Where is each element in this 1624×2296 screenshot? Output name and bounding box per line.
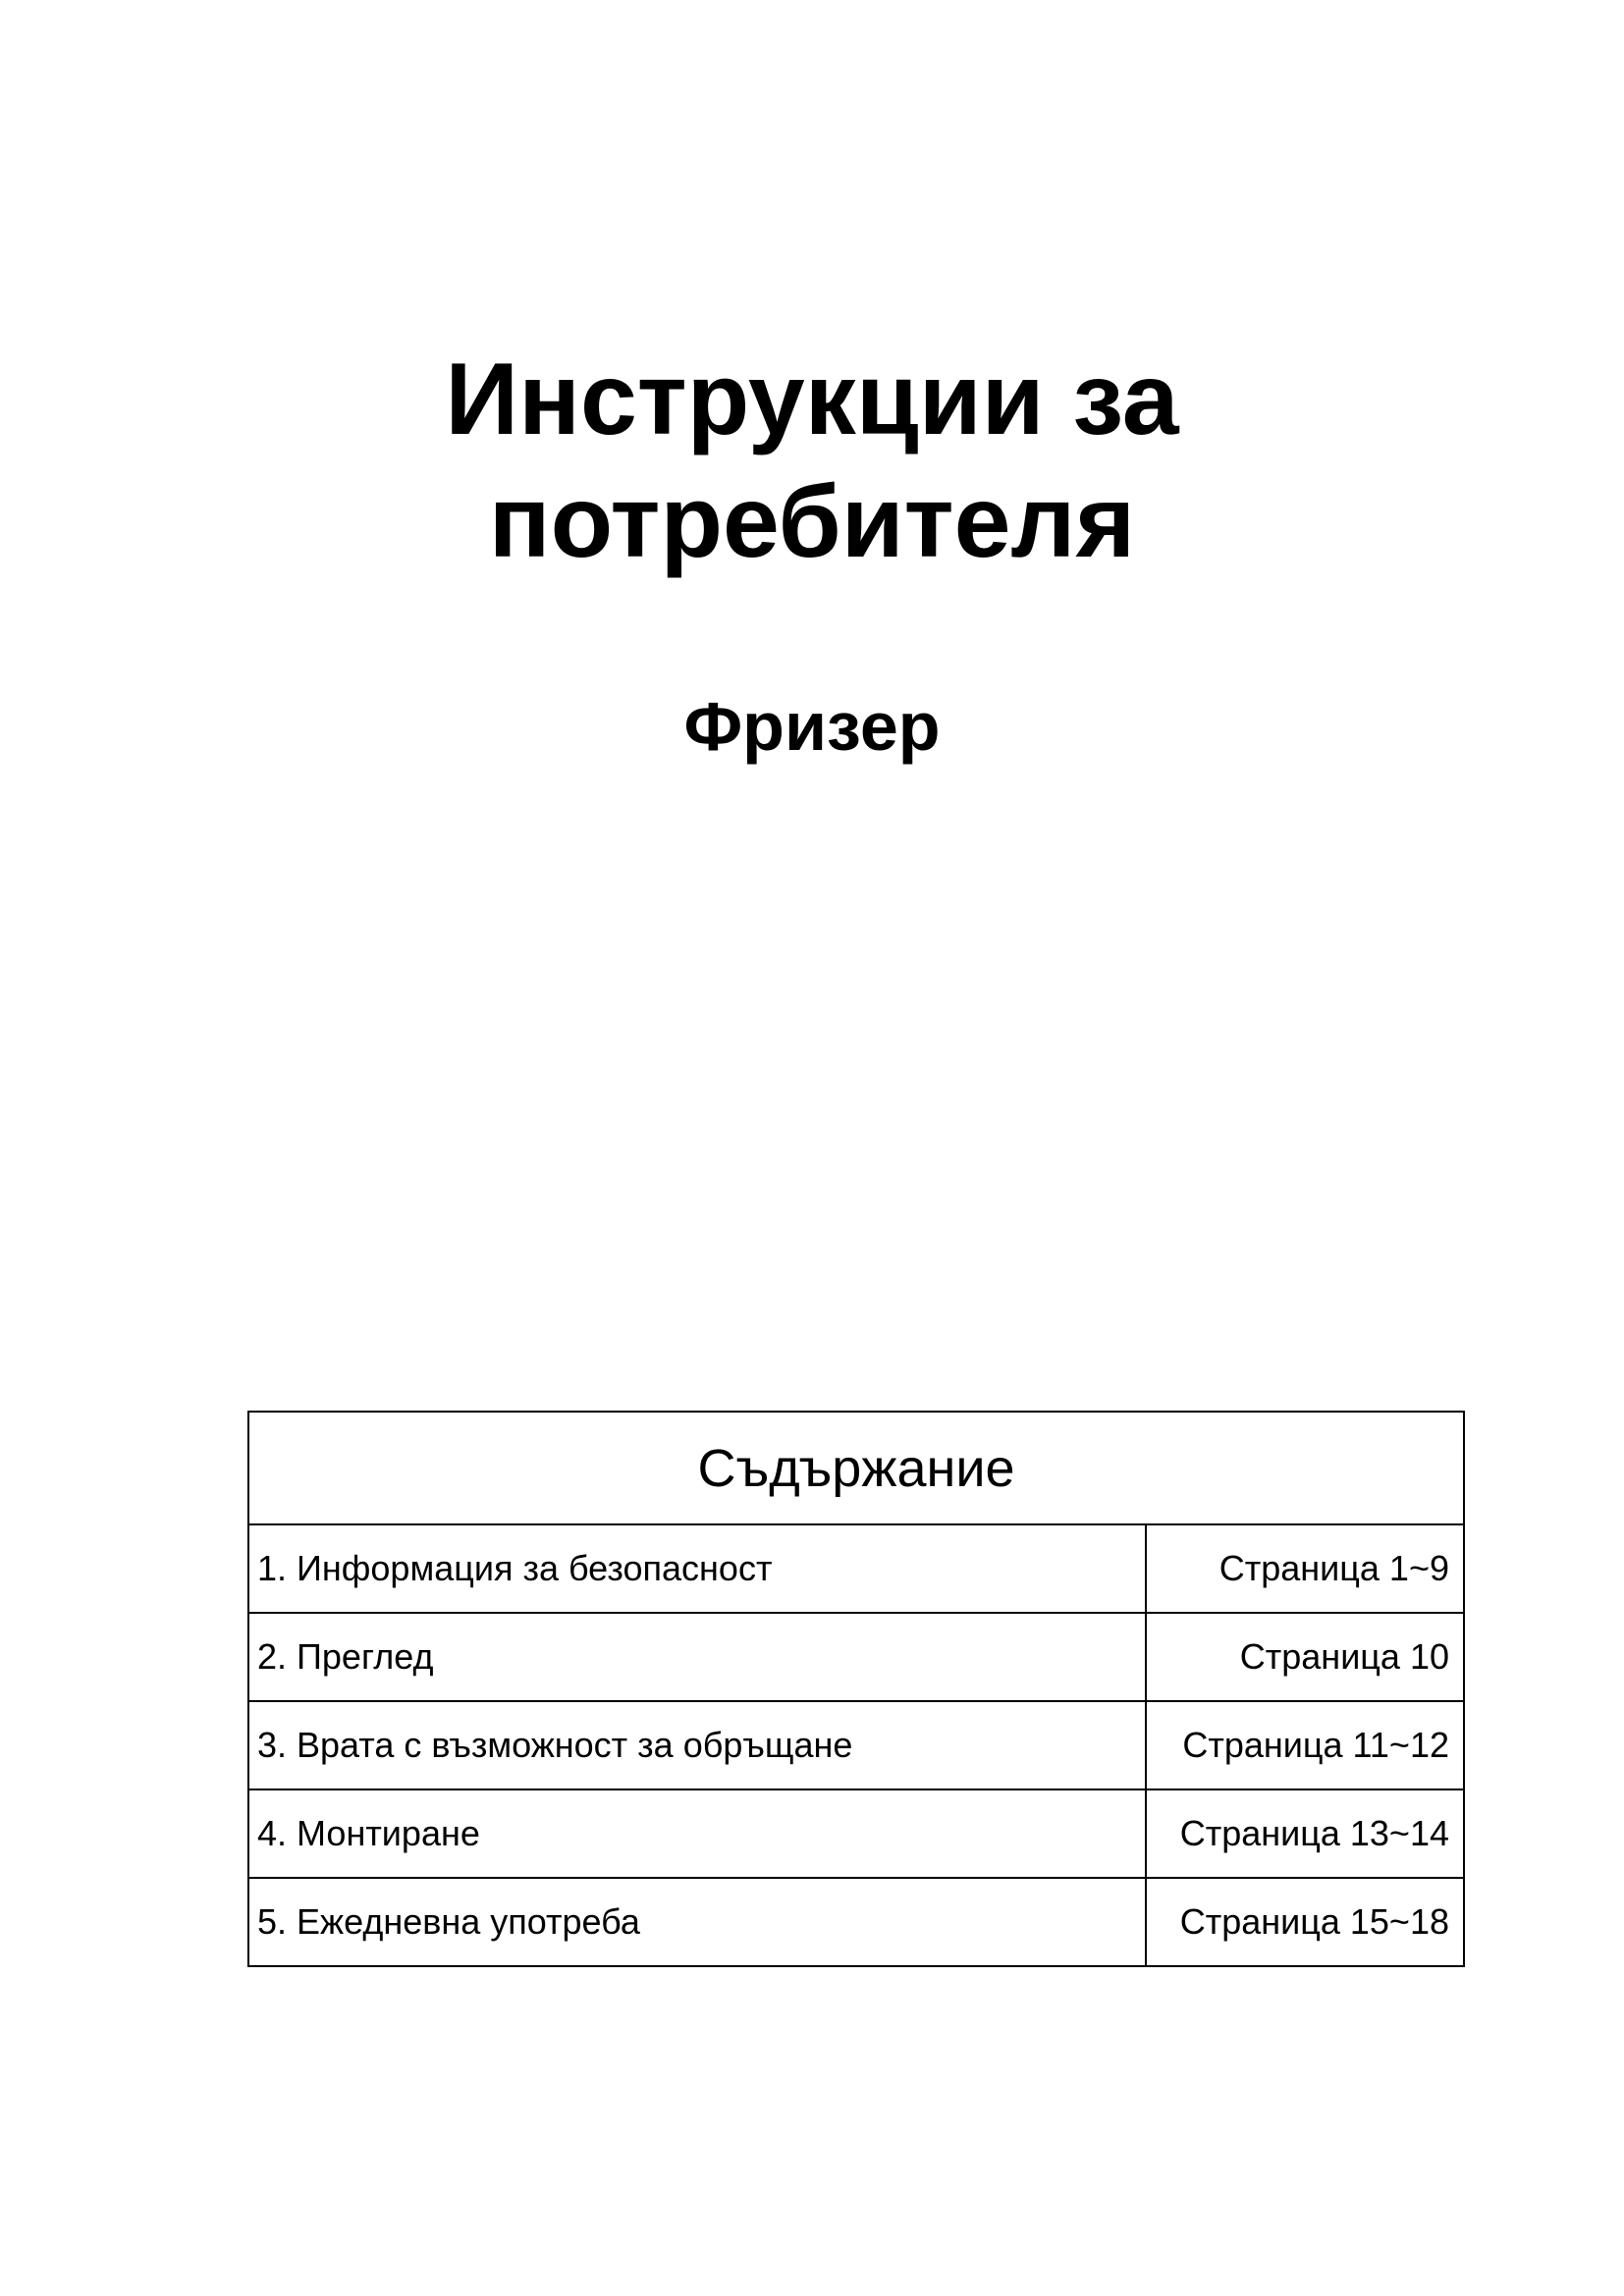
toc-row-label: 1. Информация за безопасност [248, 1524, 1146, 1613]
toc-row-label: 2. Преглед [248, 1613, 1146, 1701]
toc-row-label: 3. Врата с възможност за обръщане [248, 1701, 1146, 1789]
toc-heading: Съдържание [248, 1412, 1464, 1524]
toc-row-page: Страница 15~18 [1146, 1878, 1464, 1966]
toc-row-page: Страница 1~9 [1146, 1524, 1464, 1613]
toc-header-row [248, 1412, 1464, 1524]
document-subtitle: Фризер [683, 688, 941, 765]
toc-row-page: Страница 11~12 [1146, 1701, 1464, 1789]
table-of-contents [247, 1411, 1465, 1967]
toc-row [248, 1789, 1464, 1878]
toc-row [248, 1878, 1464, 1966]
toc-row-page: Страница 10 [1146, 1613, 1464, 1701]
toc-row [248, 1524, 1464, 1613]
toc-row [248, 1701, 1464, 1789]
toc-row [248, 1613, 1464, 1701]
toc-row-page: Страница 13~14 [1146, 1789, 1464, 1878]
toc-row-label: 5. Ежедневна употреба [248, 1878, 1146, 1966]
document-title-line-1: Инструкции за [445, 343, 1179, 456]
toc-row-label: 4. Монтиране [248, 1789, 1146, 1878]
document-title-line-2: потребителя [488, 465, 1136, 579]
document-title [0, 339, 1624, 584]
